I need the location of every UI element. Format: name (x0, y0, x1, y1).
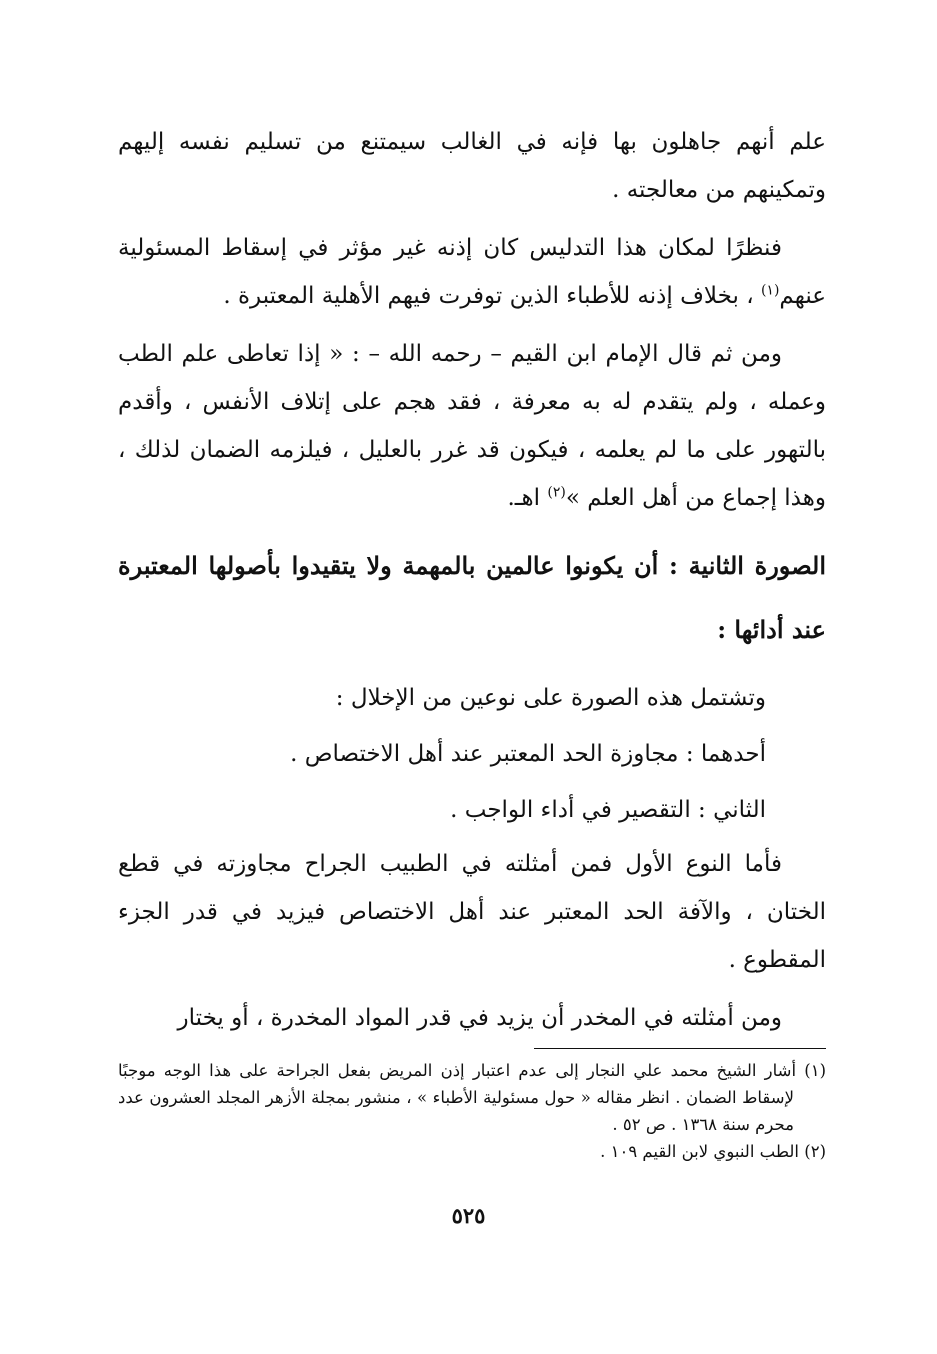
footnote-divider (534, 1048, 826, 1049)
section-heading: الصورة الثانية : أن يكونوا عالمين بالمهمة ولا يتقيدوا بأصولها المعتبرة عند أدائها : (118, 551, 826, 644)
page-number: ٥٢٥ (451, 1203, 486, 1228)
paragraph-2-text: فنظرًا لمكان هذا التدليس كان إذنه غير مؤثر في إسقاط المسئولية عنهم (118, 235, 826, 309)
paragraph-2-tail: ، بخلاف إذنه للأطباء الذين توفرت فيهم الأهلية المعتبرة . (223, 283, 761, 309)
paragraph-4: فأما النوع الأول فمن أمثلته في الطبيب الجراح مجاوزته في قطع الختان ، والآفة الحد المعتبر عند أهل الاختصاص فيزيد في قدر الجزء المقطوع . (118, 851, 826, 973)
footnote-2: (٢) الطب النبوي لابن القيم ١٠٩ . (600, 1142, 826, 1161)
list-item-first: أحدهما : مجاوزة الحد المعتبر عند أهل الاختصاص . (290, 741, 766, 767)
footnote-ref-1[interactable]: (١) (760, 282, 780, 299)
footnotes (118, 1057, 826, 1165)
list-intro: وتشتمل هذه الصورة على نوعين من الإخلال : (335, 685, 766, 711)
paragraph-1-text: علم أنهم جاهلون بها فإنه في الغالب سيمتنع من تسليم نفسه إليهم وتمكينهم من معالجته . (118, 129, 826, 203)
list-item-second: الثاني : التقصير في أداء الواجب . (450, 797, 766, 823)
paragraph-3-tail: اهـ. (507, 485, 548, 511)
page-body (118, 118, 826, 1165)
paragraph-5: ومن أمثلته في المخدر أن يزيد في قدر المواد المخدرة ، أو يختار (177, 1005, 782, 1031)
paragraph-3-text: ومن ثم قال الإمام ابن القيم – رحمه الله – : « إذا تعاطى علم الطب وعمله ، ولم يتقدم له به معرفة ، فقد هجم على إتلاف الأنفس ، وأقدم بالتهور على ما لم يعلمه ، فيكون قد غرر بالعليل ، فيلزمه الضمان لذلك ، وهذا إجماع من أهل العلم » (118, 341, 826, 511)
paragraph-2 (118, 224, 826, 320)
paragraph-1 (118, 118, 826, 214)
paragraph-3 (118, 330, 826, 522)
footnote-1: (١) أشار الشيخ محمد علي النجار إلى عدم اعتبار إذن المريض بفعل الجراحة على هذا الوجه موجبًا لإسقاط الضمان . انظر مقاله « حول مسئولية الأطباء » ، منشور بمجلة الأزهر المجلد العشرون عدد محرم سنة ١٣٦٨ . ص ٥٢ . (118, 1061, 826, 1134)
footnote-ref-2[interactable]: (٢) (547, 484, 566, 501)
